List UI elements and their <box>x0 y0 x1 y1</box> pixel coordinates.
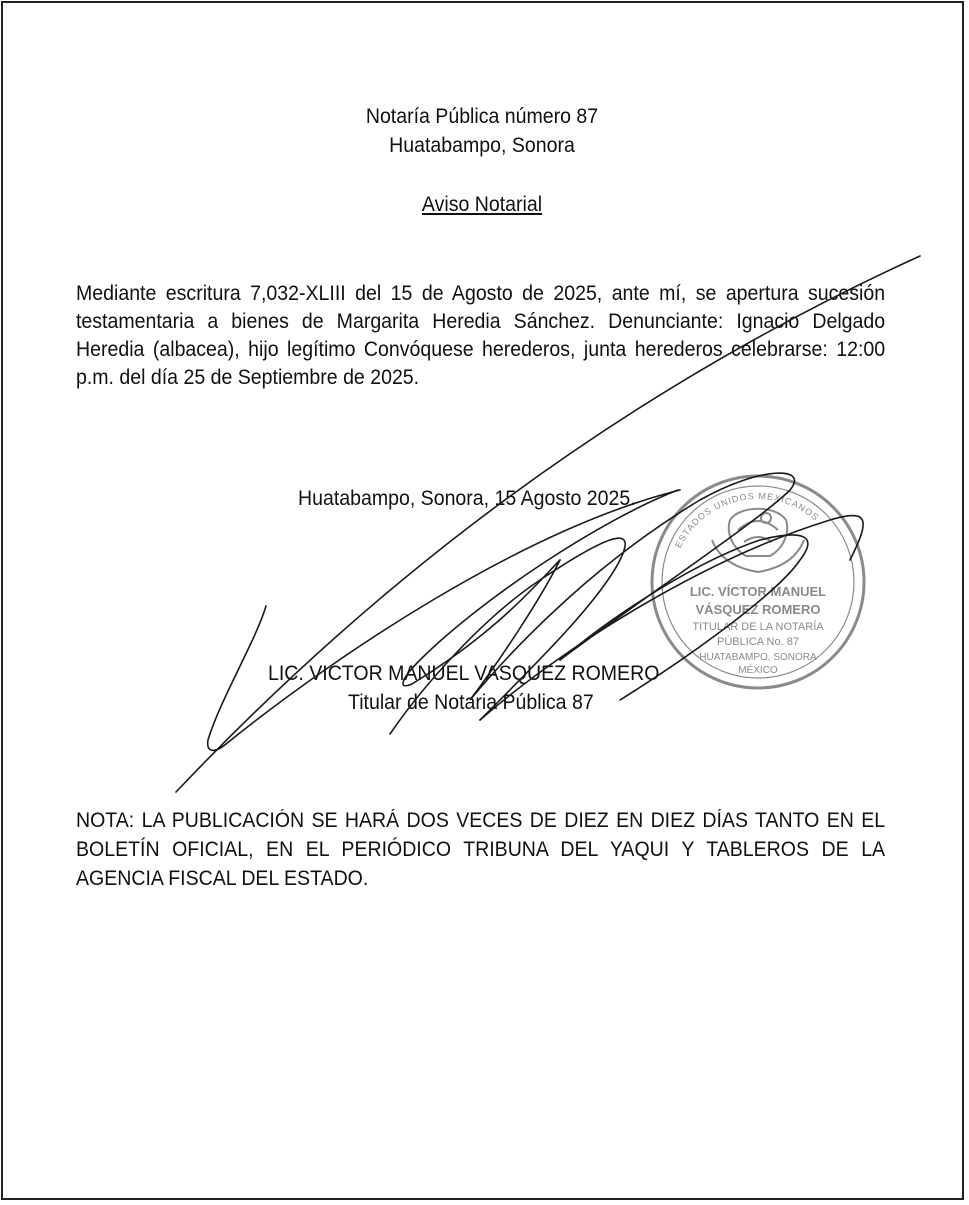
place-and-date: Huatabampo, Sonora, 15 Agosto 2025. <box>298 487 636 510</box>
seal-line-3: TITULAR DE LA NOTARÍA <box>692 621 824 633</box>
notice-body-paragraph: Mediante escritura 7,032-XLIII del 15 de Agosto de 2025, ante mí, se apertura sucesión testamentaria a bienes de Margarita Heredia Sánchez. Denunciante: Ignacio Delgado Heredia (albacea), hijo legítimo Convóquese herederos, junta herederos celebrarse: 12:00 p.m. del día 25 de Septiembre de 2025. <box>76 282 886 389</box>
notice-title: Aviso Notarial <box>421 193 543 216</box>
seal-line-5: HUATABAMPO, SONORA <box>699 652 817 663</box>
seal-line-1: LIC. VÍCTOR MANUEL <box>689 584 827 599</box>
seal-ring-text: ESTADOS UNIDOS MEXICANOS <box>672 490 822 550</box>
notary-location-heading: Huatabampo, Sonora <box>389 134 575 157</box>
seal-line-2: VÁSQUEZ ROMERO <box>695 602 821 617</box>
signatory-name: LIC. VICTOR MANUEL VASQUEZ ROMERO <box>268 662 660 685</box>
signatory-role: Titular de Notaria Pública 87 <box>348 691 594 714</box>
publication-note: NOTA: LA PUBLICACIÓN SE HARÁ DOS VECES DE DIEZ EN DIEZ DÍAS TANTO EN EL BOLETÍN OFICIAL, EN EL PERIÓDICO TRIBUNA DEL YAQUI Y TABLEROS DE LA AGENCIA FISCAL DEL ESTADO. <box>76 809 886 890</box>
notary-office-heading: Notaría Pública número 87 <box>365 105 599 128</box>
seal-line-4: PÚBLICA No. 87 <box>717 636 799 648</box>
seal-line-6: MÉXICO <box>738 665 778 676</box>
